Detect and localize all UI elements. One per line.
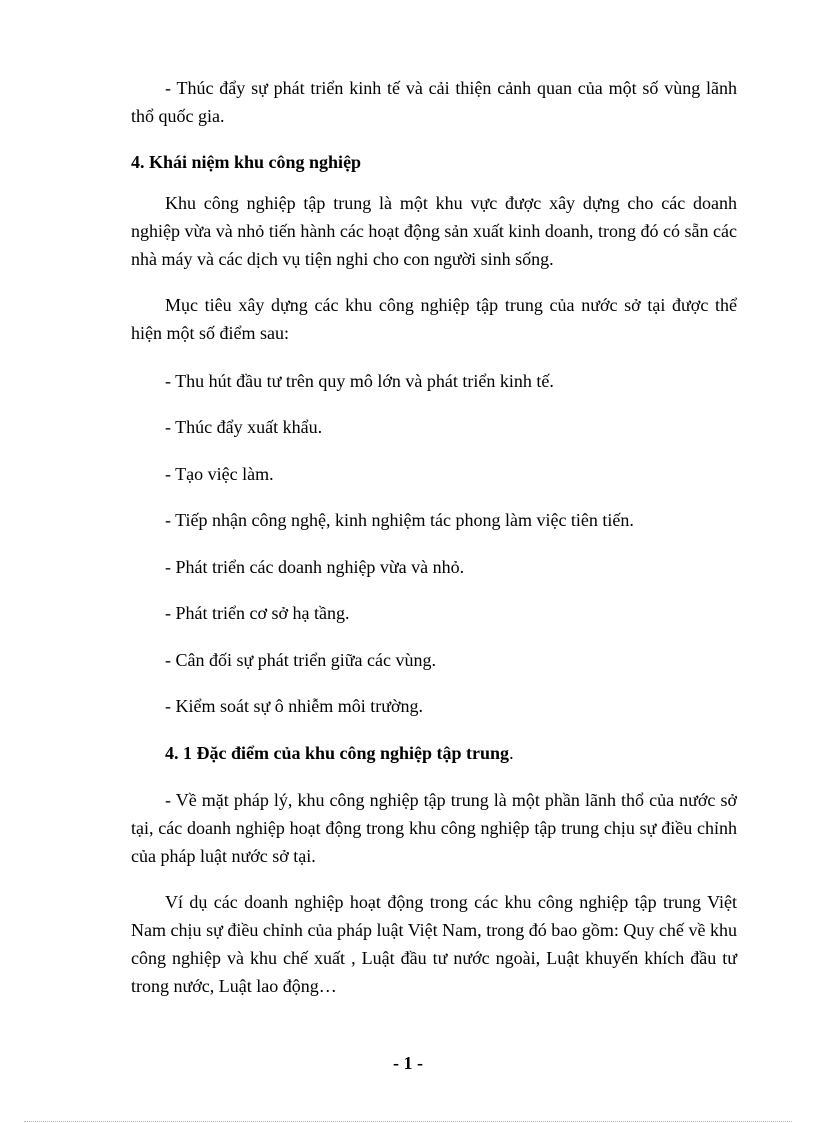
objective-item: - Tiếp nhận công nghệ, kinh nghiệm tác phong làm việc tiên tiến. bbox=[165, 510, 634, 530]
subsection-heading bbox=[165, 739, 514, 767]
objective-item: - Phát triển các doanh nghiệp vừa và nhỏ. bbox=[165, 557, 465, 577]
footer-divider bbox=[24, 1121, 792, 1122]
legal-paragraph: - Về mặt pháp lý, khu công nghiệp tập trung là một phần lãnh thổ của nước sở tại, các doanh nghiệp hoạt động trong khu công nghiệp tập trung chịu sự điều chỉnh của pháp luật nước sở tại. bbox=[131, 790, 737, 866]
subsection-heading-period: . bbox=[509, 743, 514, 763]
example-paragraph: Ví dụ các doanh nghiệp hoạt động trong các khu công nghiệp tập trung Việt Nam chịu sự điều chỉnh của pháp luật Việt Nam, trong đó bao gồm: Quy chế về khu công nghiệp và khu chế xuất , Luật đầu tư nước ngoài, Luật khuyến khích đầu tư trong nước, Luật lao động… bbox=[131, 892, 737, 996]
intro-bullet-paragraph: - Thúc đẩy sự phát triển kinh tế và cải thiện cảnh quan của một số vùng lãnh thổ quốc gia. bbox=[131, 78, 737, 126]
objective-item: - Phát triển cơ sở hạ tầng. bbox=[165, 603, 350, 623]
subsection-heading-text: 4. 1 Đặc điểm của khu công nghiệp tập trung bbox=[165, 743, 510, 763]
objective-item: - Thúc đẩy xuất khẩu. bbox=[165, 417, 323, 437]
objective-item: - Thu hút đầu tư trên quy mô lớn và phát triển kinh tế. bbox=[165, 371, 554, 391]
page-number: - 1 - bbox=[393, 1053, 423, 1073]
objective-item: - Cân đối sự phát triển giữa các vùng. bbox=[165, 650, 436, 670]
definition-paragraph: Khu công nghiệp tập trung là một khu vực được xây dựng cho các doanh nghiệp vừa và nhỏ tiến hành các hoạt động sản xuất kinh doanh, trong đó có sẵn các nhà máy và các dịch vụ tiện nghi cho con người sinh sống. bbox=[131, 193, 737, 269]
objective-item: - Tạo việc làm. bbox=[165, 464, 274, 484]
objective-item: - Kiểm soát sự ô nhiễm môi trường. bbox=[165, 696, 424, 716]
section-heading: 4. Khái niệm khu công nghiệp bbox=[131, 152, 362, 172]
objectives-intro-paragraph: Mục tiêu xây dựng các khu công nghiệp tập trung của nước sở tại được thể hiện một số điểm sau: bbox=[131, 295, 737, 343]
